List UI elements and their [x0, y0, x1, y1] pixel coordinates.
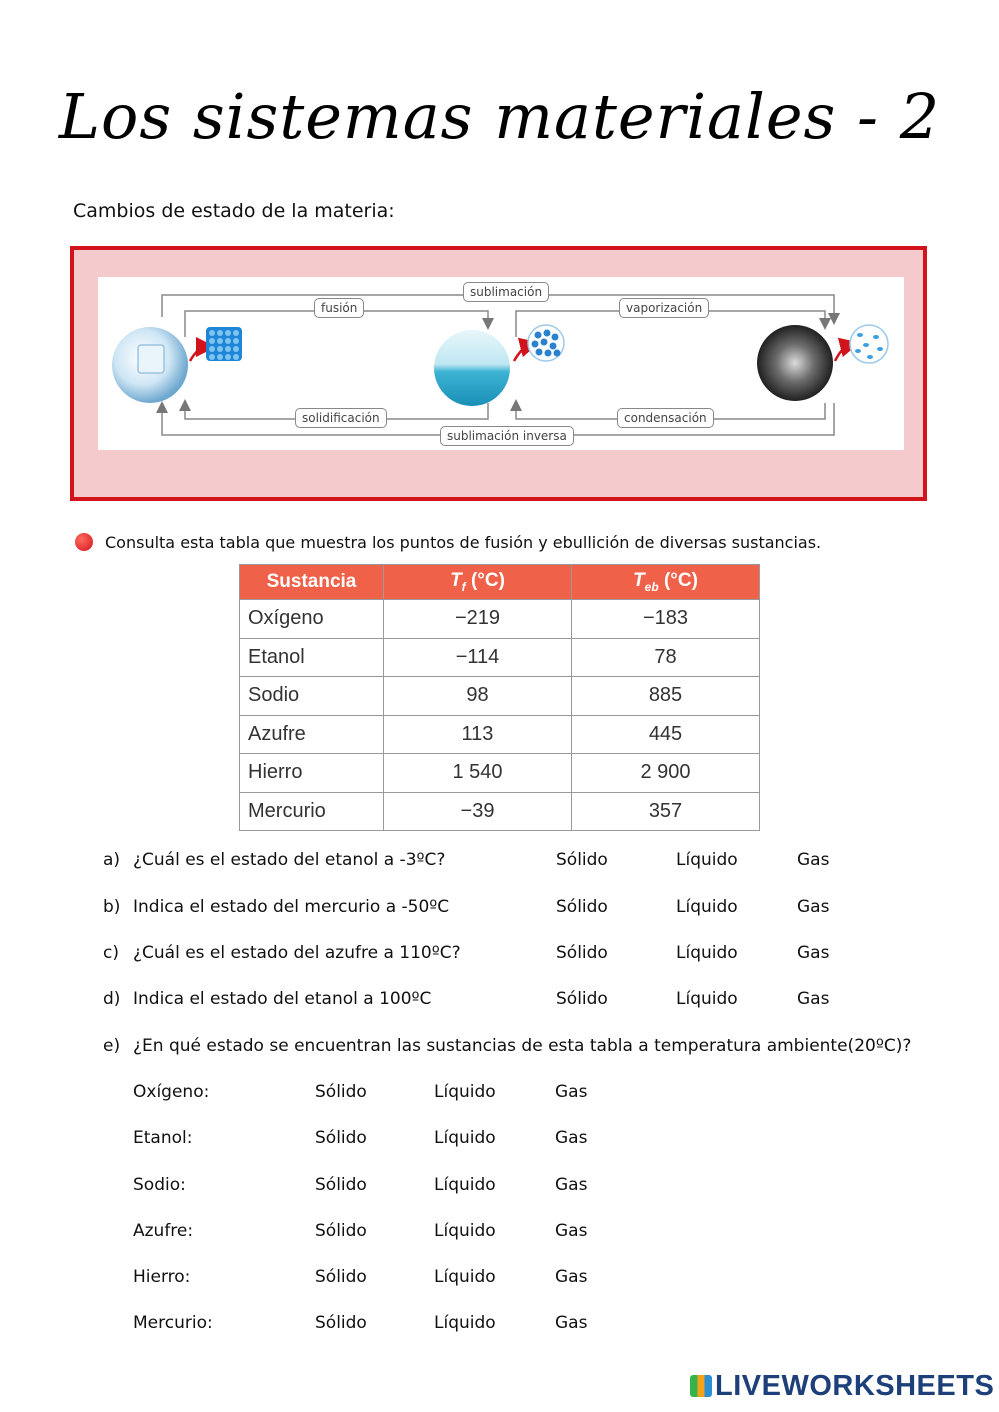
- label-vaporization: vaporización: [619, 298, 709, 318]
- instruction: [75, 533, 821, 552]
- label-fusion: fusión: [314, 298, 364, 318]
- option-gas[interactable]: Gas: [555, 1313, 588, 1333]
- option-liquid[interactable]: Líquido: [676, 989, 738, 1009]
- option-gas[interactable]: Gas: [797, 943, 830, 963]
- table-row: Sodio 98 885: [240, 677, 760, 716]
- option-liquid[interactable]: Líquido: [676, 943, 738, 963]
- section-subtitle: Cambios de estado de la materia:: [73, 200, 395, 222]
- steam-image: [757, 325, 833, 401]
- liveworksheets-logo: LIVEWORKSHEETS: [690, 1370, 994, 1403]
- option-liquid[interactable]: Líquido: [434, 1221, 496, 1241]
- option-solid[interactable]: Sólido: [315, 1082, 367, 1102]
- option-solid[interactable]: Sólido: [315, 1313, 367, 1333]
- header-boiling-point: $T_{eb}$ (°C): [572, 565, 760, 600]
- melting-boiling-table: [239, 564, 760, 831]
- option-liquid[interactable]: Líquido: [676, 850, 738, 870]
- table-row: Hierro 1 540 2 900: [240, 754, 760, 793]
- option-solid[interactable]: Sólido: [315, 1221, 367, 1241]
- page-title: Los sistemas materiales - 2: [58, 80, 941, 153]
- option-liquid[interactable]: Líquido: [434, 1313, 496, 1333]
- label-condensation: condensación: [617, 408, 714, 428]
- option-solid[interactable]: Sólido: [556, 850, 608, 870]
- option-solid[interactable]: Sólido: [315, 1267, 367, 1287]
- label-reverse-sublimation: sublimación inversa: [440, 426, 574, 446]
- table-row: Azufre 113 445: [240, 715, 760, 754]
- option-gas[interactable]: Gas: [555, 1267, 588, 1287]
- option-gas[interactable]: Gas: [797, 850, 830, 870]
- table-row: Oxígeno −219 −183: [240, 600, 760, 639]
- option-liquid[interactable]: Líquido: [434, 1128, 496, 1148]
- state-changes-diagram: [98, 277, 904, 450]
- header-substance: Sustancia: [240, 565, 384, 600]
- solid-particles-icon: [206, 327, 242, 361]
- option-liquid[interactable]: Líquido: [434, 1267, 496, 1287]
- header-melting-point: $T_f$ (°C): [384, 565, 572, 600]
- option-gas[interactable]: Gas: [555, 1128, 588, 1148]
- option-liquid[interactable]: Líquido: [434, 1082, 496, 1102]
- option-solid[interactable]: Sólido: [556, 943, 608, 963]
- option-gas[interactable]: Gas: [555, 1221, 588, 1241]
- liveworksheets-logo-icon: [690, 1375, 712, 1397]
- option-gas[interactable]: Gas: [797, 897, 830, 917]
- option-gas[interactable]: Gas: [555, 1175, 588, 1195]
- liquid-particles-icon: [528, 325, 564, 361]
- label-sublimation: sublimación: [463, 282, 549, 302]
- table-row: Mercurio −39 357: [240, 792, 760, 831]
- diagram-arrows: [98, 277, 904, 450]
- state-changes-diagram-frame: [70, 246, 927, 501]
- label-solidification: solidificación: [295, 408, 387, 428]
- instruction-text: Consulta esta tabla que muestra los puntos de fusión y ebullición de diversas sustancias.: [105, 533, 822, 552]
- option-liquid[interactable]: Líquido: [434, 1175, 496, 1195]
- option-solid[interactable]: Sólido: [556, 897, 608, 917]
- table-row: Etanol −114 78: [240, 638, 760, 677]
- option-solid[interactable]: Sólido: [556, 989, 608, 1009]
- option-solid[interactable]: Sólido: [315, 1128, 367, 1148]
- gas-particles-icon: [850, 325, 888, 363]
- option-gas[interactable]: Gas: [797, 989, 830, 1009]
- water-image: [434, 330, 510, 406]
- red-bullet-icon: [75, 533, 93, 551]
- option-gas[interactable]: Gas: [555, 1082, 588, 1102]
- option-solid[interactable]: Sólido: [315, 1175, 367, 1195]
- option-liquid[interactable]: Líquido: [676, 897, 738, 917]
